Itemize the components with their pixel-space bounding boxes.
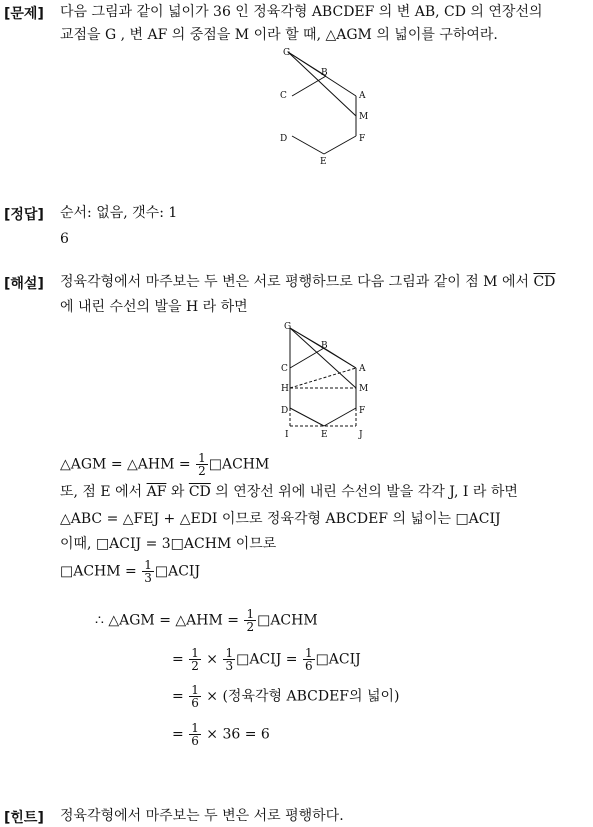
fig2-label-b: B bbox=[321, 341, 328, 351]
fig2-label-f: F bbox=[359, 406, 366, 416]
line-4-post: 의 연장선 위에 내린 수선의 발을 각각 J, I 라 하면 bbox=[215, 484, 518, 500]
therefore-line-4 bbox=[172, 722, 270, 747]
equation-1-left: △AGM = △AHM = bbox=[60, 456, 191, 473]
fraction-den: 3 bbox=[144, 571, 152, 585]
fig1-label-g: G bbox=[283, 48, 291, 58]
fig1-label-d: D bbox=[280, 134, 288, 144]
solution-line-5: △ABC = △FEJ + △EDI 이므로 정육각형 ABCDEF 의 넓이는 □ACIJ bbox=[60, 511, 501, 527]
fig1-label-m: M bbox=[359, 112, 369, 122]
solution-figure bbox=[276, 318, 376, 442]
therefore-3-right: × (정육각형 ABCDEF의 넓이) bbox=[206, 688, 400, 705]
answer-value: 6 bbox=[60, 231, 69, 247]
fraction-den: 6 bbox=[191, 696, 199, 710]
hint-tag: [힌트] bbox=[4, 810, 44, 826]
fig1-label-f: F bbox=[359, 134, 366, 144]
fraction-sixth bbox=[189, 722, 201, 747]
segment-cd-2: $\overline{CD}$ bbox=[188, 484, 211, 500]
fraction-den: 2 bbox=[246, 620, 255, 634]
fraction-sixth bbox=[189, 684, 201, 709]
solution-line-1 bbox=[60, 273, 555, 291]
fraction-num: 1 bbox=[144, 558, 152, 572]
fraction-num: 1 bbox=[246, 607, 255, 621]
line-4-pre: 또, 점 E 에서 bbox=[60, 484, 143, 500]
therefore-line-1 bbox=[95, 608, 318, 633]
equation-2-left: □ACHM = bbox=[60, 563, 137, 580]
fraction-den: 2 bbox=[191, 659, 199, 673]
problem-tag: [문제] bbox=[4, 6, 44, 22]
line-4-mid: 와 bbox=[170, 484, 185, 500]
fraction-half bbox=[244, 608, 256, 633]
fraction-num: 1 bbox=[191, 646, 199, 660]
hint-text: 정육각형에서 마주보는 두 변은 서로 평행하다. bbox=[60, 808, 344, 824]
therefore-2-right: □ACIJ bbox=[315, 651, 361, 668]
equation-1 bbox=[60, 452, 269, 477]
fraction-num: 1 bbox=[304, 646, 313, 660]
fraction-num: 1 bbox=[191, 683, 199, 697]
solution-line-4 bbox=[60, 483, 518, 501]
therefore-left: ∴ △AGM = △AHM = bbox=[95, 612, 239, 629]
solution-line-2: 에 내린 수선의 발을 H 라 하면 bbox=[60, 299, 248, 315]
equation-2-right: □ACIJ bbox=[154, 563, 201, 580]
solution-line-1-text: 정육각형에서 마주보는 두 변은 서로 평행하므로 다음 그림과 같이 점 M 에서 bbox=[60, 274, 530, 290]
fig2-label-g: G bbox=[284, 322, 292, 332]
therefore-line-3 bbox=[172, 684, 399, 709]
fraction-half bbox=[189, 647, 201, 672]
therefore-4-right: × 36 = 6 bbox=[206, 726, 270, 743]
therefore-2-mid: □ACIJ = bbox=[236, 651, 298, 668]
times-sign: × bbox=[206, 651, 219, 668]
fig2-label-c: C bbox=[281, 364, 288, 374]
problem-figure bbox=[270, 44, 380, 168]
fraction-num: 1 bbox=[198, 451, 206, 465]
answer-tag: [정답] bbox=[4, 207, 44, 223]
fig1-label-b: B bbox=[321, 68, 328, 78]
fig2-label-d: D bbox=[281, 406, 289, 416]
problem-line-2: 교점을 G , 변 AF 의 중점을 M 이라 할 때, △AGM 의 넓이를 구하여라. bbox=[60, 27, 498, 43]
fig2-label-m: M bbox=[359, 384, 369, 394]
fraction-den: 2 bbox=[198, 464, 206, 478]
fig1-label-a: A bbox=[359, 91, 366, 101]
problem-line-1: 다음 그림과 같이 넓이가 36 인 정육각형 ABCDEF 의 변 AB, CD 의 연장선의 bbox=[60, 4, 543, 20]
fraction-third bbox=[142, 559, 154, 584]
fig2-label-e: E bbox=[321, 430, 328, 440]
equals-sign: = bbox=[172, 726, 184, 743]
therefore-line-2 bbox=[172, 647, 361, 672]
fig2-label-j: J bbox=[359, 430, 363, 440]
fraction-half bbox=[196, 452, 208, 477]
fig2-label-h: H bbox=[281, 384, 289, 394]
fraction-den: 6 bbox=[191, 734, 199, 748]
equals-sign: = bbox=[172, 688, 184, 705]
equation-2 bbox=[60, 559, 200, 584]
equals-sign: = bbox=[172, 651, 184, 668]
solution-line-6: 이때, □ACIJ = 3□ACHM 이므로 bbox=[60, 536, 277, 552]
fraction-den: 3 bbox=[225, 659, 234, 673]
segment-cd: $\overline{CD}$ bbox=[533, 274, 556, 290]
equation-1-right: □ACHM bbox=[208, 456, 270, 473]
fraction-den: 6 bbox=[304, 659, 313, 673]
fig2-label-i: I bbox=[285, 430, 289, 440]
fraction-third bbox=[223, 647, 235, 672]
fig2-label-a: A bbox=[359, 364, 366, 374]
therefore-1-right: □ACHM bbox=[257, 612, 318, 629]
answer-meta: 순서: 없음, 갯수: 1 bbox=[60, 205, 178, 221]
segment-af: $\overline{AF}$ bbox=[146, 484, 167, 500]
fraction-num: 1 bbox=[225, 646, 234, 660]
fraction-sixth bbox=[303, 647, 315, 672]
fig1-label-e: E bbox=[320, 157, 327, 167]
solution-tag: [해설] bbox=[4, 276, 44, 292]
fig1-label-c: C bbox=[280, 91, 287, 101]
fraction-num: 1 bbox=[191, 721, 199, 735]
